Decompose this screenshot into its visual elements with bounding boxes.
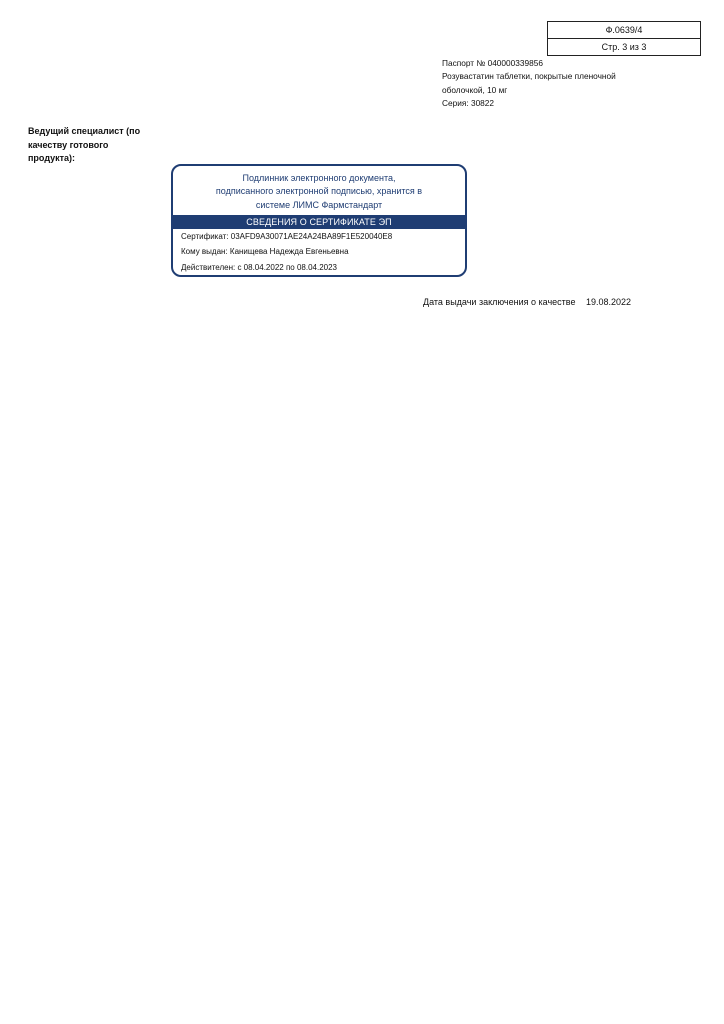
form-code-box [547, 21, 701, 56]
product-name-line2: оболочкой, 10 мг [442, 84, 508, 95]
form-code: Ф.0639/4 [605, 25, 643, 35]
issue-date-value: 19.08.2022 [585, 297, 632, 307]
specialist-label-line1: Ведущий специалист (по [28, 126, 141, 136]
specialist-label-line2: качеству готового [28, 139, 109, 150]
stamp-heading [173, 172, 465, 212]
product-name-line1: Розувастатин таблетки, покрытые пленочной [442, 71, 616, 82]
specialist-label [28, 125, 158, 166]
issue-date-label: Дата выдачи заключения о качестве [423, 297, 576, 307]
certificate-number: Сертификат: 03AFD9A30071AE24A24BA89F1E520040E8 [181, 231, 393, 241]
passport-info [442, 57, 642, 110]
certificate-info-band: СВЕДЕНИЯ О СЕРТИФИКАТЕ ЭП [173, 215, 465, 229]
certificate-holder: Кому выдан: Канищева Надежда Евгеньевна [181, 247, 349, 257]
stamp-heading-line2: подписанного электронной подписью, хранится в [215, 186, 423, 197]
certificate-validity: Действителен: с 08.04.2022 по 08.04.2023 [181, 262, 337, 272]
stamp-heading-line1: Подлинник электронного документа, [242, 173, 396, 183]
e-signature-stamp [171, 164, 467, 277]
specialist-label-line3: продукта): [28, 153, 76, 164]
passport-number: Паспорт № 040000339856 [442, 58, 543, 68]
issue-date-line [423, 297, 631, 307]
stamp-heading-line3: системе ЛИМС Фармстандарт [255, 199, 383, 210]
series-number: Серия: 30822 [442, 97, 495, 108]
page-number: Стр. 3 из 3 [548, 38, 700, 55]
